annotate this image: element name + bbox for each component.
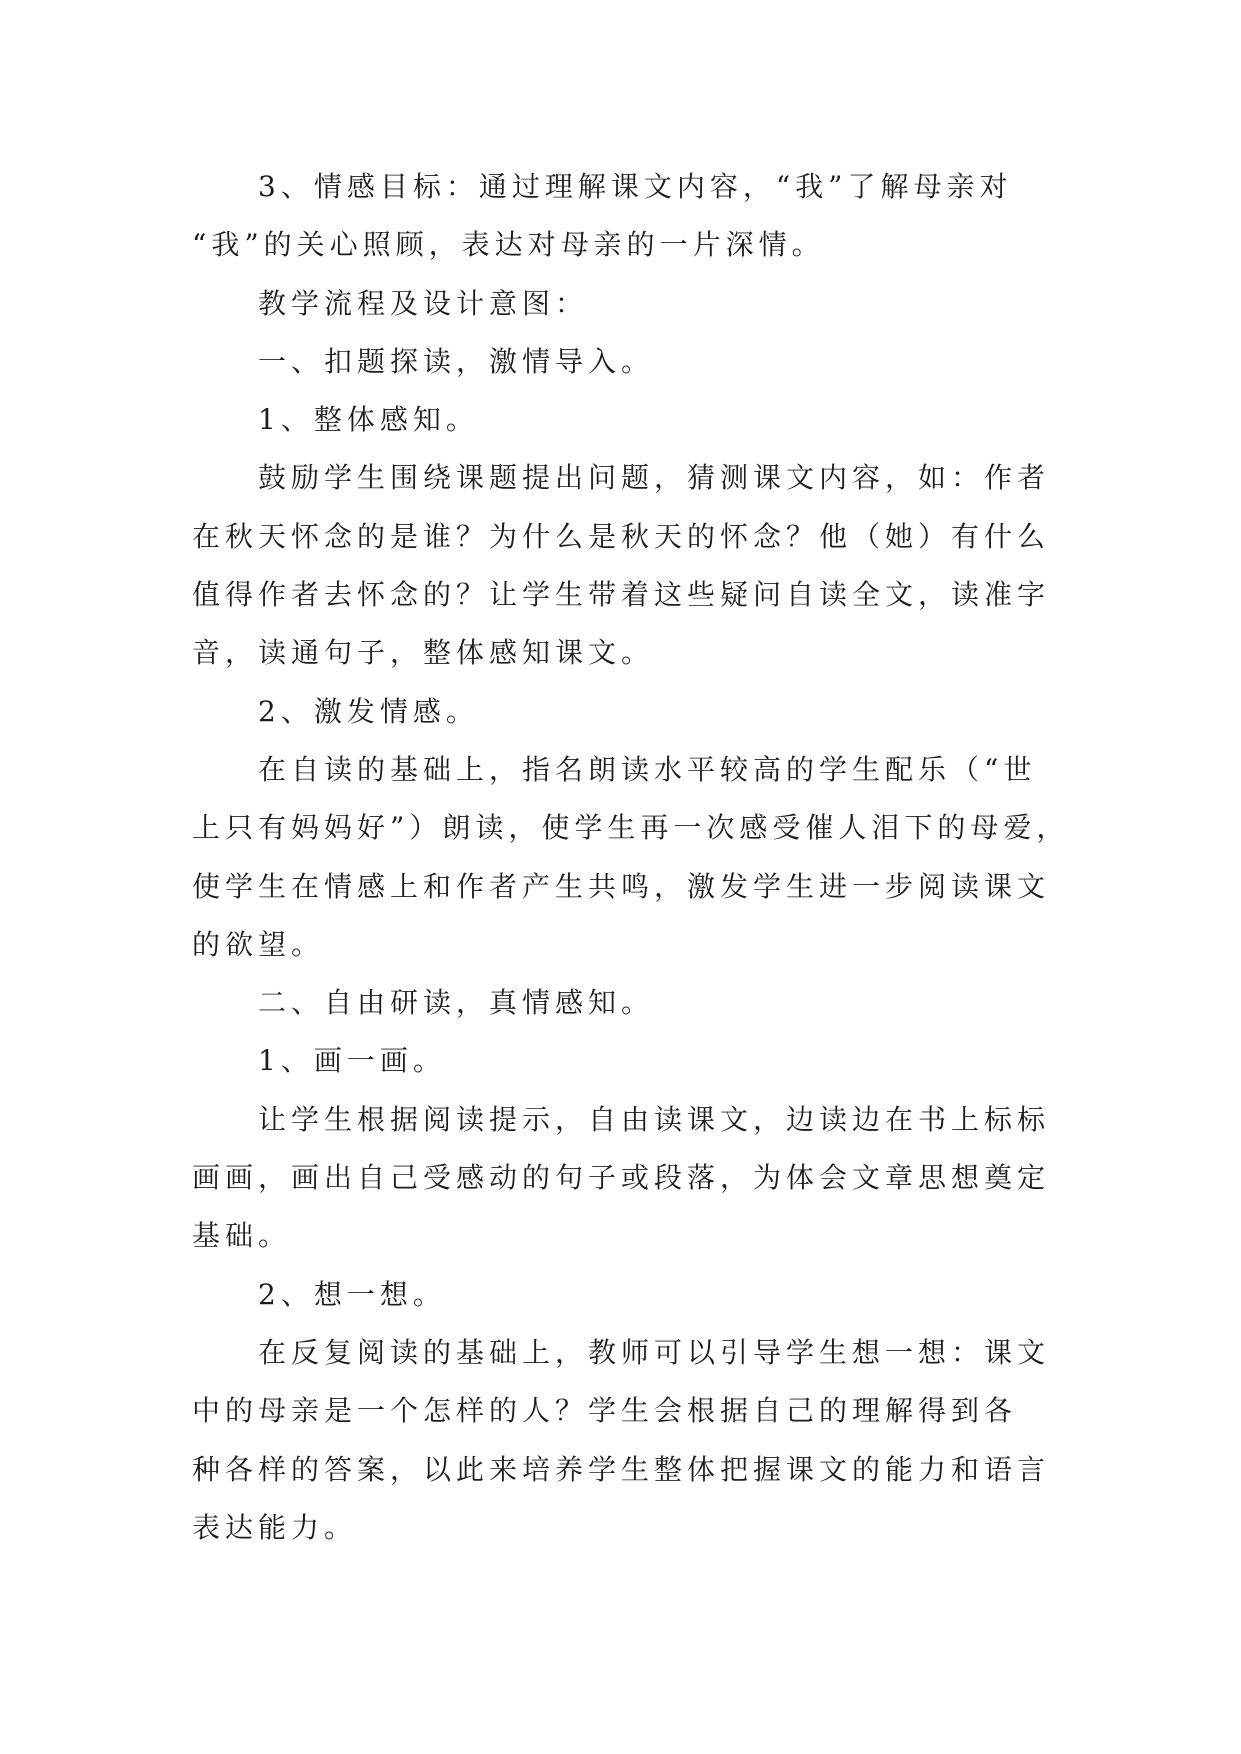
paragraph bbox=[192, 1324, 1092, 1557]
text-line: 上只有妈妈好”）朗读，使学生再一次感受催人泪下的母爱， bbox=[192, 811, 1070, 845]
text-line: 基础。 bbox=[192, 1219, 292, 1253]
text-line: 表达能力。 bbox=[192, 1510, 358, 1544]
paragraph bbox=[192, 449, 1092, 682]
text-line: 在自读的基础上，指名朗读水平较高的学生配乐（“世 bbox=[258, 752, 1037, 786]
text-line: 1、整体感知。 bbox=[258, 403, 479, 437]
text-line: 2、想一想。 bbox=[258, 1277, 446, 1311]
text-line: 1、画一画。 bbox=[258, 1044, 446, 1078]
subsection-heading bbox=[192, 1266, 1092, 1324]
text-line: 的欲望。 bbox=[192, 927, 325, 961]
text-line: 画画，画出自己受感动的句子或段落，为体会文章思想奠定 bbox=[192, 1161, 1051, 1195]
subsection-heading bbox=[192, 1032, 1092, 1090]
subsection-heading bbox=[192, 391, 1092, 449]
text-line: 让学生根据阅读提示，自由读课文，边读边在书上标标 bbox=[258, 1102, 1051, 1136]
text-line: 音，读通句子，整体感知课文。 bbox=[192, 636, 655, 670]
text-line: “我”的关心照顾，表达对母亲的一片深情。 bbox=[192, 228, 825, 262]
document-body bbox=[192, 158, 1092, 1557]
text-line: 在秋天怀念的是谁？为什么是秋天的怀念？他（她）有什么 bbox=[192, 519, 1051, 553]
text-line: 中的母亲是一个怎样的人？学生会根据自己的理解得到各 bbox=[192, 1394, 1018, 1428]
text-line: 值得作者去怀念的？让学生带着这些疑问自读全文，读准字 bbox=[192, 578, 1051, 612]
paragraph bbox=[192, 1091, 1092, 1266]
text-line: 一、扣题探读，激情导入。 bbox=[258, 344, 655, 378]
text-line: 使学生在情感上和作者产生共鸣，激发学生进一步阅读课文 bbox=[192, 869, 1051, 903]
text-line: 教学流程及设计意图： bbox=[258, 286, 589, 320]
text-line: 鼓励学生围绕课题提出问题，猜测课文内容，如：作者 bbox=[258, 461, 1051, 495]
section-heading bbox=[192, 275, 1092, 333]
text-line: 二、自由研读，真情感知。 bbox=[258, 986, 655, 1020]
text-line: 种各样的答案，以此来培养学生整体把握课文的能力和语言 bbox=[192, 1452, 1051, 1486]
text-line: 在反复阅读的基础上，教师可以引导学生想一想：课文 bbox=[258, 1335, 1051, 1369]
section-heading bbox=[192, 974, 1092, 1032]
text-line: 2、激发情感。 bbox=[258, 694, 479, 728]
subsection-heading bbox=[192, 683, 1092, 741]
paragraph bbox=[192, 741, 1092, 974]
text-line: 3、情感目标：通过理解课文内容，“我”了解母亲对 bbox=[258, 170, 1013, 203]
section-heading bbox=[192, 333, 1092, 391]
paragraph-emotion-goal bbox=[192, 158, 1092, 275]
